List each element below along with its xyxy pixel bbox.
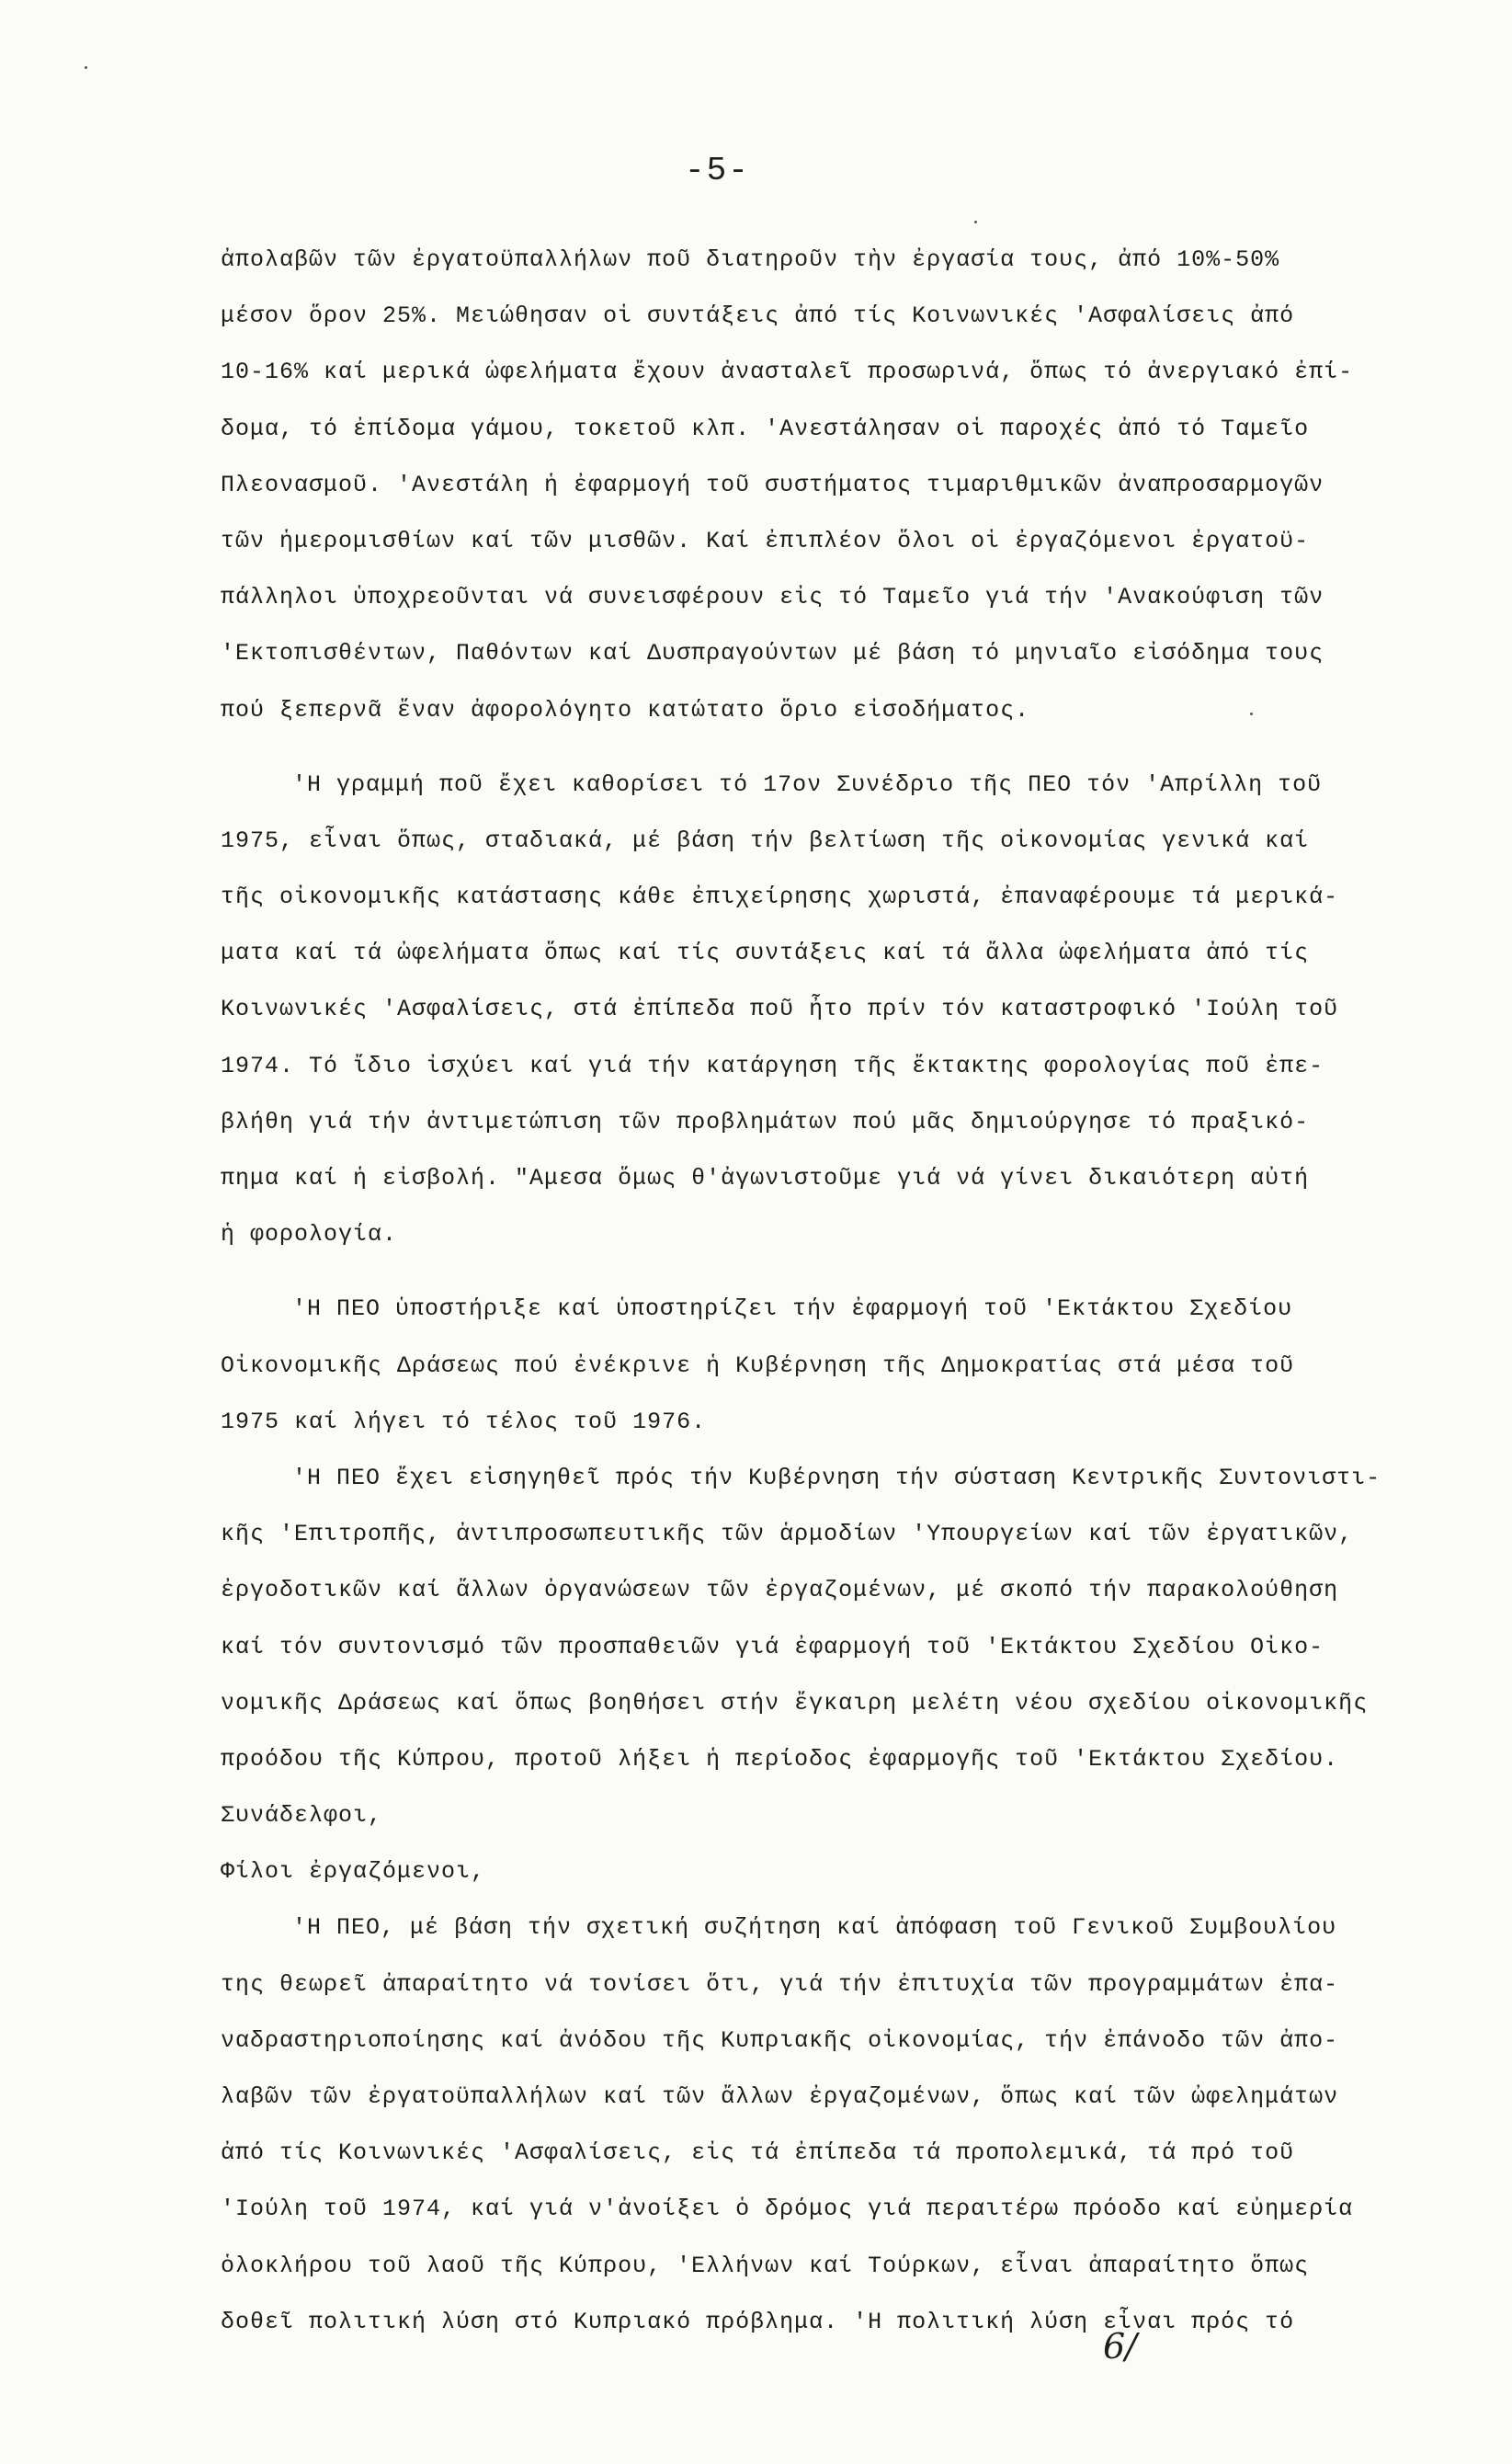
text-line: μέσον ὅρον 25%. Μειώθησαν οἱ συντάξεις ἀπό τίς Κοινωνικές 'Ασφαλίσεις ἀπό xyxy=(221,302,1295,330)
text-line: καί τόν συντονισμό τῶν προσπαθειῶν γιά ἐφαρμογή τοῦ 'Εκτάκτου Σχεδίου Οἰκο- xyxy=(221,1633,1324,1660)
text-line: Κοινωνικές 'Ασφαλίσεις, στά ἐπίπεδα ποῦ ἦτο πρίν τόν καταστροφικό 'Ιούλη τοῦ xyxy=(221,996,1339,1023)
text-line: 1975 καί λήγει τό τέλος τοῦ 1976. xyxy=(221,1408,707,1435)
text-line: ἀπολαβῶν τῶν ἐργατοϋπαλλήλων ποῦ διατηροῦν τὴν ἐργασία τους, ἀπό 10%-50% xyxy=(221,246,1280,273)
text-line: τῶν ἡμερομισθίων καί τῶν μισθῶν. Καί ἐπιπλέον ὅλοι οἱ ἐργαζόμενοι ἐργατοϋ- xyxy=(221,527,1310,554)
text-line: τῆς οἰκονομικῆς κατάστασης κάθε ἐπιχείρησης χωριστά, ἐπαναφέρουμε τά μερικά- xyxy=(221,884,1339,911)
text-line: ναδραστηριοποίησης καί ἀνόδου τῆς Κυπριακῆς οἰκονομίας, τήν ἐπάνοδο τῶν ἀπο- xyxy=(221,2026,1339,2054)
text-line: δοθεῖ πολιτική λύση στό Κυπριακό πρόβλημα. 'Η πολιτική λύση εἶναι πρός τό xyxy=(221,2308,1295,2335)
text-line: Πλεονασμοῦ. 'Ανεστάλη ἡ ἐφαρμογή τοῦ συστήματος τιμαριθμικῶν ἀναπροσαρμογῶν xyxy=(221,471,1324,498)
text-line: κῆς 'Επιτροπῆς, ἀντιπροσωπευτικῆς τῶν ἁρμοδίων 'Υπουργείων καί τῶν ἐργατικῶν, xyxy=(221,1521,1354,1548)
text-line: λαβῶν τῶν ἐργατοϋπαλλήλων καί τῶν ἄλλων ἐργαζομένων, ὅπως καί τῶν ὠφελημάτων xyxy=(221,2083,1339,2110)
text-line: Φίλοι ἐργαζόμενοι, xyxy=(221,1858,486,1886)
text-line: ὁλοκλήρου τοῦ λαοῦ τῆς Κύπρου, 'Ελλήνων καί Τούρκων, εἶναι ἀπαραίτητο ὅπως xyxy=(221,2252,1310,2279)
text-line: πάλληλοι ὑποχρεοῦνται νά συνεισφέρουν εἰς τό Ταμεῖο γιά τήν 'Ανακούφιση τῶν xyxy=(221,584,1324,611)
text-line: ἡ φορολογία. xyxy=(221,1221,398,1249)
text-line: προόδου τῆς Κύπρου, προτοῦ λήξει ἡ περίοδος ἐφαρμογῆς τοῦ 'Εκτάκτου Σχεδίου. xyxy=(221,1745,1339,1773)
text-line: βλήθη γιά τήν ἀντιμετώπιση τῶν προβλημάτων πού μᾶς δημιούργησε τό πραξικό- xyxy=(221,1108,1310,1135)
scan-speck xyxy=(974,221,977,223)
text-line: 'Η ΠΕΟ ἔχει εἰσηγηθεῖ πρός τήν Κυβέρνηση τήν σύσταση Κεντρικῆς Συντονιστι- xyxy=(292,1464,1381,1491)
text-line: 'Εκτοπισθέντων, Παθόντων καί Δυσπραγούντων μέ βάση τό μηνιαῖο εἰσόδημα τους xyxy=(221,640,1324,667)
page-number: -5- xyxy=(685,152,750,189)
text-line: 10-16% καί μερικά ὠφελήματα ἔχουν ἀνασταλεῖ προσωρινά, ὅπως τό ἀνεργιακό ἐπί- xyxy=(221,359,1354,386)
text-line: 'Η ΠΕΟ ὑποστήριξε καί ὑποστηρίζει τήν ἐφαρμογή τοῦ 'Εκτάκτου Σχεδίου xyxy=(292,1295,1293,1323)
text-line: πού ξεπερνᾶ ἕναν ἀφορολόγητο κατώτατο ὅριο εἰσοδήματος. xyxy=(221,696,1030,724)
text-line: 'Η γραμμή ποῦ ἔχει καθορίσει τό 17ον Συνέδριο τῆς ΠΕΟ τόν 'Απρίλλη τοῦ xyxy=(292,770,1323,798)
text-line: 1974. Τό ἴδιο ἰσχύει καί γιά τήν κατάργηση τῆς ἔκτακτης φορολογίας ποῦ ἐπε- xyxy=(221,1052,1324,1079)
text-line: ἀπό τίς Κοινωνικές 'Ασφαλίσεις, εἰς τά ἐπίπεδα τά προπολεμικά, τά πρό τοῦ xyxy=(221,2139,1295,2167)
text-line: Οἰκονομικῆς Δράσεως πού ἐνέκρινε ἡ Κυβέρνηση τῆς Δημοκρατίας στά μέσα τοῦ xyxy=(221,1352,1295,1379)
text-line: νομικῆς Δράσεως καί ὅπως βοηθήσει στήν ἔγκαιρη μελέτη νέου σχεδίου οἰκονομικῆς xyxy=(221,1689,1369,1717)
text-line: 'Η ΠΕΟ, μέ βάση τήν σχετική συζήτηση καί ἀπόφαση τοῦ Γενικοῦ Συμβουλίου xyxy=(292,1914,1337,1942)
text-line: ἐργοδοτικῶν καί ἄλλων ὀργανώσεων τῶν ἐργαζομένων, μέ σκοπό τήν παρακολούθηση xyxy=(221,1577,1339,1604)
text-line: της θεωρεῖ ἀπαραίτητο νά τονίσει ὅτι, γιά τήν ἐπιτυχία τῶν προγραμμάτων ἐπα- xyxy=(221,1970,1339,1998)
text-line: δομα, τό ἐπίδομα γάμου, τοκετοῦ κλπ. 'Ανεστάλησαν οἱ παροχές ἀπό τό Ταμεῖο xyxy=(221,415,1310,442)
text-line: 1975, εἶναι ὅπως, σταδιακά, μέ βάση τήν βελτίωση τῆς οἰκονομίας γενικά καί xyxy=(221,827,1310,854)
text-line: πημα καί ἡ εἰσβολή. "Αμεσα ὅμως θ'ἀγωνιστοῦμε γιά νά γίνει δικαιότερη αὐτή xyxy=(221,1165,1310,1192)
body-text xyxy=(221,232,1379,2350)
scan-speck xyxy=(85,66,87,69)
scan-speck xyxy=(1250,713,1253,715)
continuation-mark: 6/ xyxy=(1103,2326,1137,2367)
text-line: Συνάδελφοι, xyxy=(221,1802,383,1830)
text-line: ματα καί τά ὠφελήματα ὅπως καί τίς συντάξεις καί τά ἄλλα ὠφελήματα ἀπό τίς xyxy=(221,940,1310,967)
text-line: 'Ιούλη τοῦ 1974, καί γιά ν'ἀνοίξει ὁ δρόμος γιά περαιτέρω πρόοδο καί εὐημερία xyxy=(221,2196,1354,2223)
